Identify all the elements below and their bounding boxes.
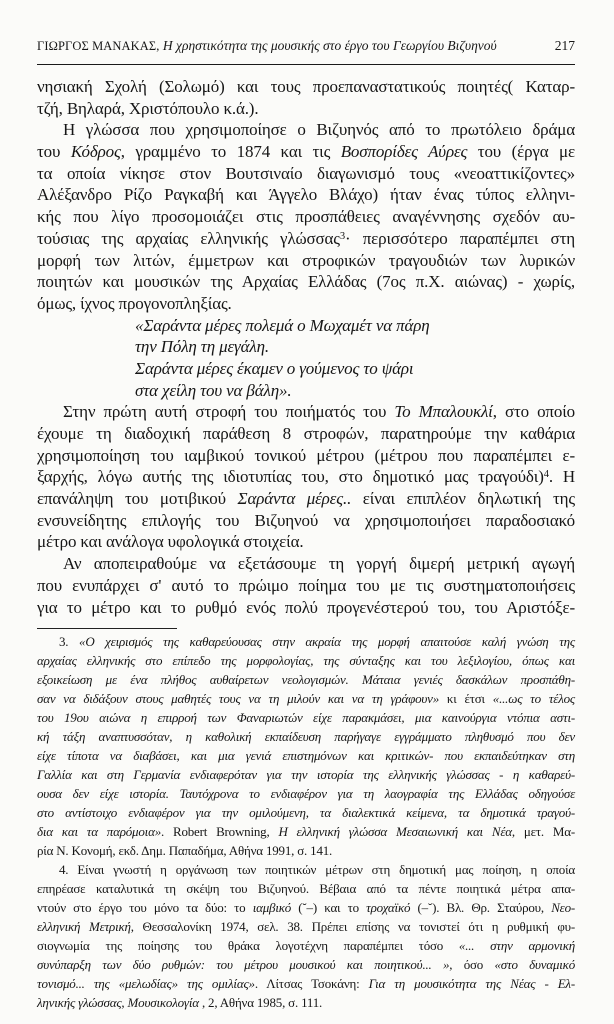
italic-quote: Γαλλία και στη Γερμανία ενδιαφερόταν για την ιστορία της ελληνικής γλώσσας - η καθαρεύ-	[37, 767, 575, 782]
text-span: . Η	[548, 467, 576, 487]
header-left	[37, 37, 497, 55]
italic-title: ελληνική Μετρική	[37, 919, 131, 934]
verse-line	[37, 336, 575, 358]
text-span: ντούν στο έργο του μόνο τα δύο: το	[37, 900, 253, 915]
italic-quote: σαν να διδάξουν στους μαθητές τους να τη μιλούν και να τη γράφουν»	[37, 691, 440, 706]
italic-quote: είχε τίποτα να διαβάσει, και μια γενιά επιστημόνων και κριτικών- που εκπαιδεύτηκαν στη	[37, 748, 575, 763]
body-line	[37, 510, 575, 532]
text-span: ,	[121, 995, 128, 1010]
body-line	[37, 141, 575, 163]
footnote-line	[37, 974, 575, 993]
body-line	[37, 119, 575, 141]
italic-quote: εξοικείωση με ένα πλήθος αυθαίρετων νεολογισμών. Μάταια γενιές δασκάλων προσπάθη-	[37, 672, 575, 687]
footnote-line	[37, 651, 575, 670]
text-span: νησιακή Σχολή (Σολωμό) και τους προεπαναστατικούς ποιητές( Καταρ-	[37, 77, 575, 96]
text-span: τζή, Βηλαρά, Χριστόπουλο κ.ά.).	[37, 98, 259, 118]
footnote-marker: 4.	[59, 862, 69, 877]
italic-quote: στο αντίστοιχο ενδιαφέρον για την ομιλούμενη, τα διαλεκτικά κείμενα, τα δημοτικά τραγού-	[37, 805, 575, 820]
text-span: τα οποία νίκησε στον Βουτσιναίο διαγωνισμό τους «νεοαττικίζοντες»	[37, 163, 575, 183]
body-line	[37, 597, 575, 619]
text-span: ενσυνείδητης επιλογής του Βιζυηνού να χρησιμοποιήσει παραδοσιακό	[37, 510, 575, 530]
footnote-line	[37, 955, 575, 974]
text-span: , γραμμένο το 1874 και τις	[120, 142, 341, 162]
body-line	[37, 271, 575, 293]
italic-title: Νεο-	[551, 900, 576, 915]
text-span: · περισσότερο παραπέμπει στη	[345, 228, 575, 248]
page-number: 217	[554, 38, 575, 53]
italic-quote: συνύπαρξη των δύο ρυθμών: του μέτρου μουσικού και ποιητικού... »	[37, 957, 450, 972]
text-span: μέτρο και ανάλογα υφολογικά στοιχεία.	[37, 532, 304, 552]
verse-text: την Πόλη τη μεγάλη.	[135, 337, 269, 357]
text-span: σιογνωμία της ποίησης του θράκα λογοτέχνη παραπέμπει τόσο	[37, 938, 459, 953]
footnote-line	[37, 936, 575, 955]
text-span: Στην πρώτη αυτή στροφή του ποιήματός του	[63, 402, 395, 422]
text-span: , όσο	[449, 957, 495, 972]
text-span: κι έτσι	[439, 691, 493, 706]
italic-quote: «Ο χειρισμός της καθαρεύουσας στην ακραία της μορφή απαιτούσε καλή γνώση της	[79, 634, 575, 649]
text-span: έχουμε τη διαδοχική παράθεση 8 στροφών, παρατηρούμε την καθάρια	[37, 424, 575, 443]
italic-quote: ουσα δεν είχε ιστορία. Ταυτόχρονα το ενδιαφέρον για τη λαογραφία της Ελλάδας οδηγούσε	[37, 786, 575, 801]
footnote-line	[37, 708, 575, 727]
footnote-line	[37, 822, 575, 841]
text-span: (˘–) και το	[291, 900, 367, 915]
footnote-line	[37, 879, 575, 898]
verse-line	[37, 358, 575, 380]
italic-title: Κόδρος	[70, 142, 121, 162]
text-span: , μετ. Μα-	[511, 824, 575, 839]
text-span: , 2, Αθήνα 1985, σ. 111.	[198, 995, 323, 1010]
footnote-line	[37, 993, 575, 1012]
footnote-line	[37, 632, 575, 651]
header-rule	[37, 64, 575, 65]
italic-term: τροχαϊκό	[366, 900, 411, 915]
footnote-line	[37, 860, 575, 879]
text-span: επηρέασε καταλυτικά τη σκέψη του Βιζυηνού. Βέβαια από τα πέντε ποιητικά μέτρα απα-	[37, 881, 575, 896]
text-span: Αν αποπειραθούμε να εξετάσουμε τη γοργή διμερή μετρική αγωγή	[63, 554, 575, 574]
verse-text: Σαράντα μέρες έκαμεν ο γούμενος το ψάρι	[135, 358, 414, 378]
italic-title: Για τη μουσικότητα της Νέας - Ελ-	[368, 976, 575, 991]
italic-quote: κή τάξη αναπτυσσόταν, η καθολική εκπαίδευση παρήγαγε εγγράμματο πληθυσμό που δεν	[37, 729, 575, 744]
body-line	[37, 401, 575, 423]
footnote-4	[37, 860, 575, 1012]
text-span: Είναι γνωστή η οργάνωση των ποιητικών μέτρων στη δημοτική μας ποίηση, η οποία	[77, 862, 575, 877]
footnote-line	[37, 841, 575, 860]
footnote-line	[37, 670, 575, 689]
header-title: Η χρηστικότητα της μουσικής στο έργο του Γεωργίου Βιζυηνού	[162, 38, 497, 53]
text-span: (–˘). Βλ. Θρ. Σταύρου,	[410, 900, 552, 915]
italic-title: Βοσπορίδες Αύρες	[340, 142, 468, 162]
verse-line	[37, 315, 575, 337]
header-author: ΓΙΩΡΓΟΣ ΜΑΝΑΚΑΣ,	[37, 39, 160, 53]
body-line	[37, 445, 575, 467]
body-line	[37, 76, 575, 98]
body-line	[37, 488, 575, 510]
text-span: είναι επιπλέον δηλωτική της	[351, 489, 575, 509]
footnote-line	[37, 746, 575, 765]
text-span: χρησιμοποίηση του ιαμβικού τονικού μέτρου (μέτρου που παραπέμπει ε-	[37, 445, 575, 465]
verse-line	[37, 380, 575, 402]
footnotes	[37, 632, 575, 1012]
body-line	[37, 206, 575, 228]
text-span: , στο οποίο	[492, 402, 575, 422]
body-line	[37, 293, 575, 315]
footnote-separator	[37, 628, 177, 629]
text-span: όμως, ίχνος προγονοπληξίας.	[37, 293, 232, 313]
text-span: για το μέτρο και το ρυθμό ενός πολύ προγενέστερού του, του Αριστόξε-	[37, 597, 575, 617]
text-span: ποιητών και μουσικών της Αρχαίας Ελλάδας (7ος π.Χ. αιώνας) - χωρίς,	[37, 272, 575, 292]
italic-quote: αρχαίας ελληνικής στο επίπεδο της μορφολογίας, της σύνταξης και του λεξιλογίου, όπως και	[37, 653, 575, 668]
verse-text: «Σαράντα μέρες πολεμά ο Μωχαμέτ να πάρη	[135, 315, 430, 335]
text-span: τούσιας της αρχαίας ελληνικής γλώσσας	[37, 228, 340, 248]
text-span: ρία Ν. Κονομή, εκδ. Δημ. Παπαδήμα, Αθήνα 1991, σ. 141.	[37, 843, 333, 858]
body-line	[37, 575, 575, 597]
text-span: μορφή των λιτών, έμμετρων και στροφικών τραγουδιών των λυρικών	[37, 250, 575, 270]
italic-quote: «... στην αρμονική	[458, 938, 576, 953]
body-line	[37, 553, 575, 575]
italic-title: Το Μπαλουκλί	[394, 402, 493, 422]
text-span: που ενυπάρχει σ' αυτό το πρώιμο ποίημα του με τις συστηματοποιήσεις	[37, 575, 575, 595]
footnote-line	[37, 727, 575, 746]
italic-quote: «στο δυναμικό	[494, 957, 576, 972]
running-header	[37, 37, 575, 55]
footnote-marker: 3.	[59, 634, 69, 649]
italic-quote: Σαράντα μέρες..	[237, 489, 352, 509]
footnote-reference: 4	[543, 469, 549, 481]
footnote-line	[37, 917, 575, 936]
footnote-line	[37, 765, 575, 784]
text-span: του	[37, 142, 71, 162]
footnote-reference: 3	[339, 230, 345, 242]
text-span: Αλέξανδρο Ρίζο Ραγκαβή και Άγγελο Βλάχο) ήταν ένας τύπος ελληνι-	[37, 185, 575, 205]
italic-quote: δια και τα παρόμοια»	[37, 824, 162, 839]
text-span: . Λίτσας Τσοκάνη:	[254, 976, 369, 991]
text-span: . Robert Browning,	[161, 824, 279, 839]
body-line	[37, 250, 575, 272]
body-line	[37, 98, 575, 120]
body-line	[37, 423, 575, 445]
body-line	[37, 228, 575, 250]
body-line	[37, 184, 575, 206]
body-text	[37, 76, 575, 618]
text-span: ξαρχής, λόγω αυτής της ιδιοτυπίας του, στο δημοτικό μας τραγούδι)	[37, 467, 544, 487]
text-span: Η γλώσσα που χρησιμοποίησε ο Βιζυηνός από το πρωτόλειο δράμα	[63, 120, 575, 140]
body-line	[37, 163, 575, 185]
verse-text: στα χείλη του να βάλη».	[135, 380, 292, 400]
italic-title: Η ελληνική γλώσσα Μεσαιωνική και Νέα	[278, 824, 512, 839]
body-line	[37, 531, 575, 553]
footnote-line	[37, 803, 575, 822]
italic-quote: του 19ου αιώνα η επιρροή των Φαναριωτών είχε παρακμάσει, μια καινούργια ντόπια αστι-	[37, 710, 575, 725]
text-span: , Θεσσαλονίκη 1974, σελ. 38. Πρέπει επίσης να τονιστεί ότι η ρυθμική φυ-	[130, 919, 575, 934]
footnote-line	[37, 689, 575, 708]
footnote-line	[37, 898, 575, 917]
italic-title: Μουσικολογία	[127, 995, 199, 1010]
footnote-line	[37, 784, 575, 803]
body-line	[37, 466, 575, 488]
italic-quote: τονισμό... της «μελωδίας» της ομιλίας»	[37, 976, 255, 991]
text-span: επανάληψη του μοτιβικού	[37, 489, 238, 509]
text-span: του (έργα με	[467, 142, 575, 162]
italic-term: ιαμβικό	[252, 900, 292, 915]
footnote-3	[37, 632, 575, 860]
italic-title: ληνικής γλώσσας	[37, 995, 122, 1010]
italic-quote: «...ως το τέλος	[492, 691, 576, 706]
text-span: κής που λίγο προσομοιάζει στις προσπάθειες αναγέννησης σχεδόν αυ-	[37, 207, 575, 227]
